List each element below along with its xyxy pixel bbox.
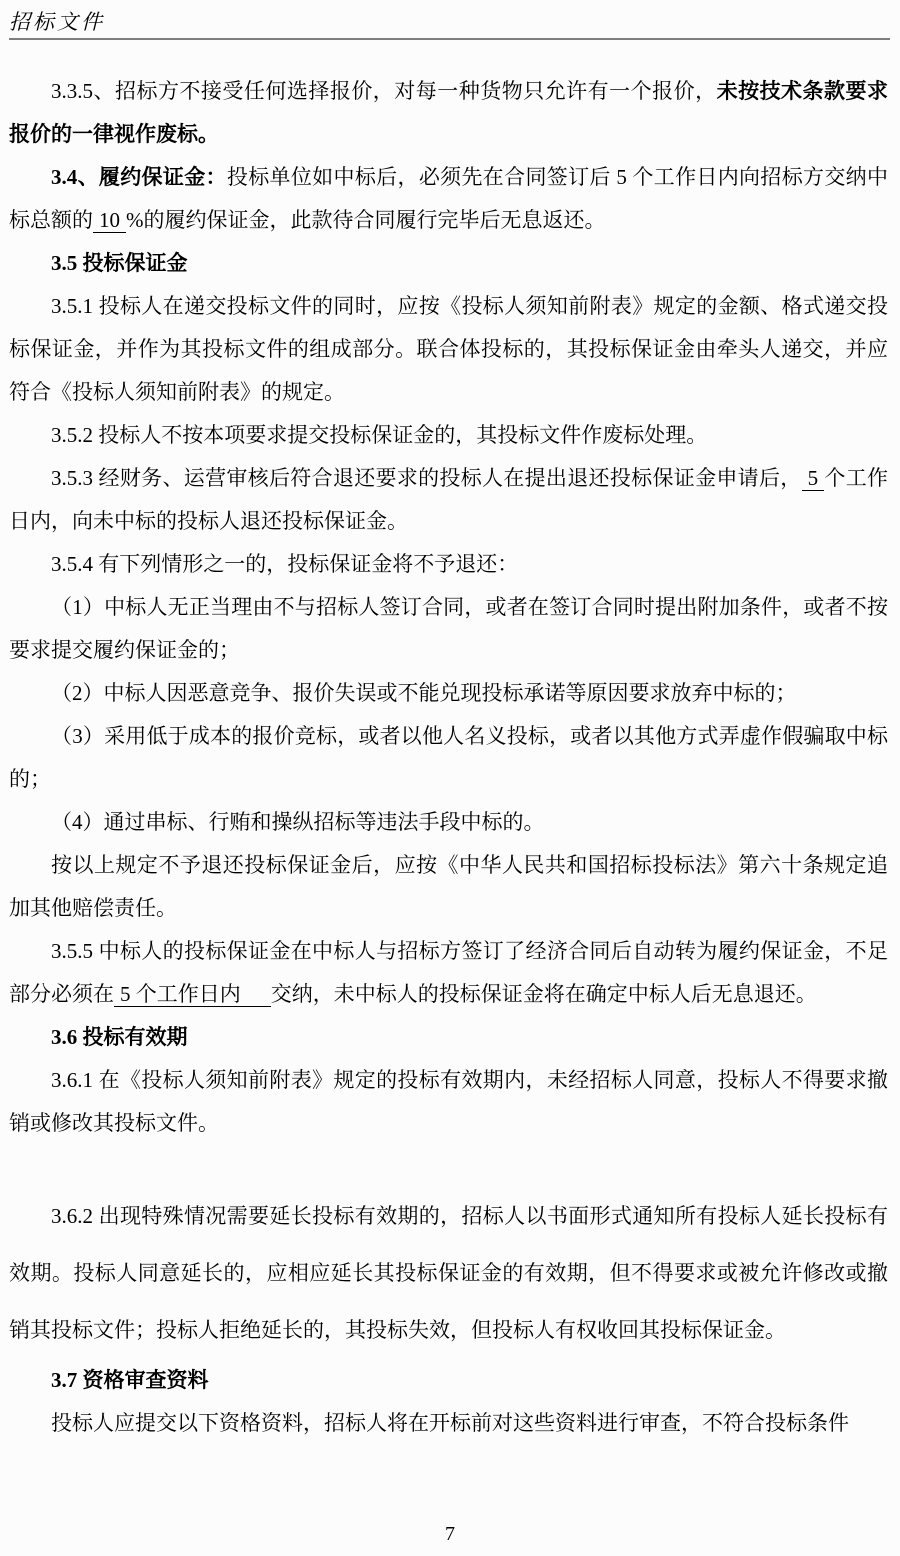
clause-3-4-heading: 3.4、履约保证金： bbox=[51, 165, 227, 189]
clause-3-5-3-text-2: 个工作日内，向未中标的投标人退还投标保证金。 bbox=[9, 466, 889, 533]
heading-3-5: 3.5 投标保证金 bbox=[51, 251, 188, 275]
clause-3-5-5-text-2: 交纳，未中标人的投标保证金将在确定中标人后无息退还。 bbox=[270, 982, 817, 1006]
clause-3-4 bbox=[9, 156, 888, 242]
clause-3-6-2: 3.6.2 出现特殊情况需要延长投标有效期的，招标人以书面形式通知所有投标人延长投标有效期。投标人同意延长的，应相应延长其投标保证金的有效期，但不得要求或被允许修改或撤销其投标文件；投标人拒绝延长的，其投标失效，但投标人有权收回其投标保证金。 bbox=[9, 1204, 888, 1342]
heading-3-7: 3.7 资格审查资料 bbox=[51, 1368, 209, 1392]
clause-3-5-1: 3.5.1 投标人在递交投标文件的同时，应按《投标人须知前附表》规定的金额、格式递交投标保证金，并作为其投标文件的组成部分。联合体投标的，其投标保证金由牵头人递交，并应符合《投标人须知前附表》的规定。 bbox=[9, 294, 888, 404]
list-item-4: （4）通过串标、行贿和操纵招标等违法手段中标的。 bbox=[51, 810, 545, 834]
clause-3-5-3 bbox=[9, 457, 888, 543]
blank-line-spacer bbox=[9, 1145, 888, 1188]
page-number: 7 bbox=[445, 1523, 455, 1545]
blank-field-refund-days: 5 bbox=[802, 466, 825, 491]
penalty-note: 按以上规定不予退还投标保证金后，应按《中华人民共和国招标投标法》第六十条规定追加其他赔偿责任。 bbox=[9, 853, 888, 920]
clause-3-4-text-1: 投标单位如中标后，必须先在合同签订后 5 个工作日内向招标方交纳中标总额的 bbox=[9, 165, 889, 232]
list-item-1: （1）中标人无正当理由不与招标人签订合同，或者在签订合同时提出附加条件，或者不按要求提交履约保证金的； bbox=[9, 595, 888, 662]
clause-3-3-5 bbox=[9, 70, 888, 156]
clause-3-7-intro: 投标人应提交以下资格资料，招标人将在开标前对这些资料进行审查，不符合投标条件 bbox=[51, 1411, 849, 1435]
blank-field-performance-bond-percent: 10 bbox=[93, 208, 126, 233]
clause-3-6-1: 3.6.1 在《投标人须知前附表》规定的投标有效期内，未经招标人同意，投标人不得要求撤销或修改其投标文件。 bbox=[9, 1068, 888, 1135]
clause-3-5-2: 3.5.2 投标人不按本项要求提交投标保证金的，其投标文件作废标处理。 bbox=[51, 423, 708, 447]
clause-3-3-5-bold-text: 未按技术条款要求报价的一律视作废标。 bbox=[9, 79, 888, 146]
list-item-3: （3）采用低于成本的报价竞标，或者以他人名义投标，或者以其他方式弄虚作假骗取中标的； bbox=[9, 724, 888, 791]
clause-3-3-5-text: 3.3.5、招标方不接受任何选择报价，对每一种货物只允许有一个报价， bbox=[51, 79, 717, 103]
blank-field-payment-deadline: 5 个工作日内 bbox=[114, 982, 271, 1007]
list-item-2: （2）中标人因恶意竞争、报价失误或不能兑现投标承诺等原因要求放弃中标的； bbox=[51, 681, 797, 705]
heading-3-6: 3.6 投标有效期 bbox=[51, 1025, 188, 1049]
clause-3-5-5-text-1: 3.5.5 中标人的投标保证金在中标人与招标方签订了经济合同后自动转为履约保证金，不足部分必须在 bbox=[9, 939, 888, 1006]
clause-3-5-5 bbox=[9, 930, 888, 1016]
clause-3-4-text-2: %的履约保证金，此款待合同履行完毕后无息返还。 bbox=[126, 208, 606, 232]
page-header bbox=[0, 0, 900, 40]
document-header-title: 招标文件 bbox=[9, 10, 105, 34]
clause-3-5-4: 3.5.4 有下列情形之一的，投标保证金将不予退还： bbox=[51, 552, 519, 576]
document-body bbox=[0, 40, 900, 1445]
clause-3-5-3-text-1: 3.5.3 经财务、运营审核后符合退还要求的投标人在提出退还投标保证金申请后， bbox=[51, 466, 802, 490]
